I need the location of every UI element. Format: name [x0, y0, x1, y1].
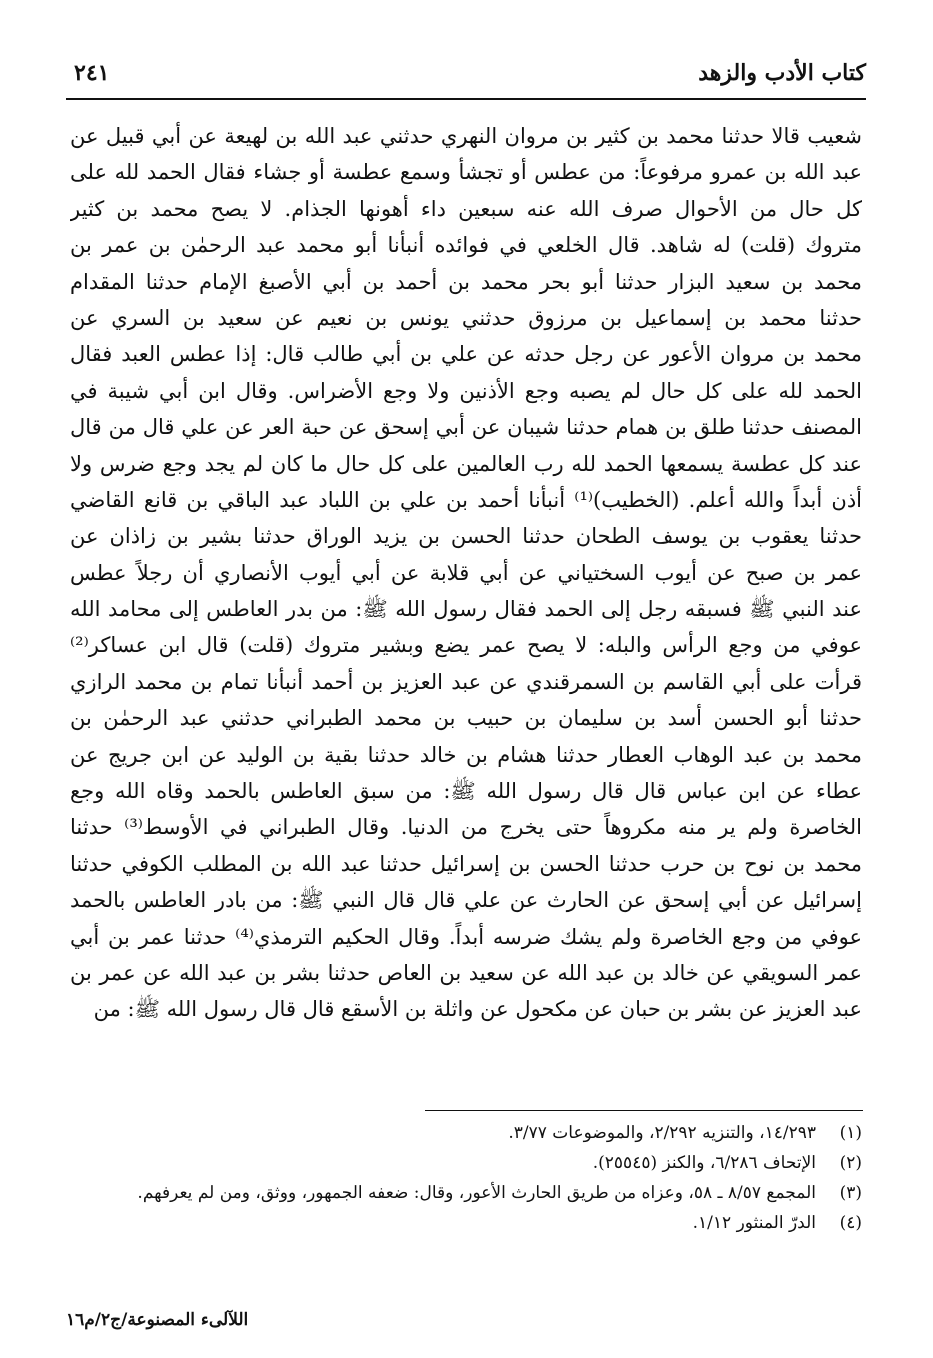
text-line: حدثنا أبو الحسن أسد بن سليمان بن حبيب بن محمد الطبراني حدثني عبد الرحمٰن بن	[70, 706, 862, 731]
text-line: شعيب قالا حدثنا محمد بن كثير بن مروان النهري حدثني عبد الله بن لهيعة عن أبي قبيل عن	[70, 124, 862, 148]
body-text	[70, 118, 862, 1028]
footnote-mark: (٢)	[839, 1153, 862, 1173]
footnote-text: ١٤/٢٩٣، والتنزيه ٢/٢٩٢، والموضوعات ٣/٧٧.	[508, 1123, 816, 1143]
text-line: قرأت على أبي القاسم بن السمرقندي عن عبد العزيز بن أحمد أنبأنا تمام بن محمد الرازي	[70, 669, 862, 694]
footnote-3	[70, 1178, 862, 1208]
text-line: عند كل عطسة يسمعها الحمد لله رب العالمين على كل حال ما كان لم يجد وجع ضرس ولا	[70, 451, 862, 476]
footnote-text: المجمع ٨/٥٧ ـ ٥٨، وعزاه من طريق الحارث الأعور، وقال: ضعفه الجمهور، ووثق، ومن لم يعرفهم.	[137, 1183, 816, 1203]
text-line: عوفي من وجع الخاصرة ولم يشك ضرسه أبداً. وقال الحكيم الترمذي⁽⁴⁾ حدثنا عمر بن أبي	[70, 924, 862, 949]
text-line: عوفي من وجع الرأس والبله: لا يصح عمر يضع وبشير متروك (قلت) قال ابن عساكر⁽²⁾	[70, 633, 862, 658]
footnotes	[70, 1118, 862, 1238]
text-line: عند النبي ﷺ فسبقه رجل إلى الحمد فقال رسول الله ﷺ: من بدر العاطس إلى محامد الله	[70, 597, 862, 622]
footnote-text: الدرّ المنثور ١/١٢.	[692, 1213, 816, 1233]
page-header	[66, 56, 866, 98]
header-rule	[66, 98, 866, 100]
text-line: محمد بن سعيد البزار حدثنا أبو بحر محمد بن أحمد بن أبي الأصبغ الإمام حدثنا المقدام	[70, 269, 862, 294]
footnote-1	[70, 1118, 862, 1148]
text-line: عبد العزيز عن بشر بن حبان عن مكحول عن واثلة بن الأسقع قال قال رسول الله ﷺ: من	[93, 997, 862, 1022]
text-line: محمد بن مروان الأعور عن رجل حدثه عن علي بن أبي طالب قال: إذا عطس العبد فقال	[70, 342, 862, 367]
text-line: كل حال من الأحوال صرف الله عنه سبعين داء أهونها الجذام. لا يصح محمد بن كثير	[70, 196, 862, 221]
text-line: عطاء عن ابن عباس قال قال رسول الله ﷺ: من سبق العاطس بالحمد وقاه الله وجع	[70, 779, 862, 804]
text-line: حدثنا يعقوب بن يوسف الطحان حدثنا الحسن بن يزيد الوراق حدثنا بشير بن زاذان عن	[70, 524, 862, 549]
text-line: أذن أبداً والله أعلم. (الخطيب)⁽¹⁾ أنبأنا أحمد بن علي بن اللباد عبد الباقي بن قانع القاضي	[70, 487, 862, 512]
text-line: محمد بن نوح بن حرب حدثنا الحسن بن إسرائيل حدثنا عبد الله بن المطلب الكوفي حدثنا	[70, 851, 862, 876]
text-line: محمد بن عبد الوهاب العطار حدثنا هشام بن خالد حدثنا بقية بن الوليد عن ابن جريج عن	[70, 742, 862, 767]
text-line: الحمد لله على كل حال لم يصبه وجع الأذنين ولا وجع الأضراس. وقال ابن أبي شيبة في	[70, 378, 862, 403]
text-line: إسرائيل عن أبي إسحق عن الحارث عن علي قال قال النبي ﷺ: من بادر العاطس بالحمد	[70, 888, 862, 913]
text-line: عبد الله بن عمرو مرفوعاً: من عطس أو تجشأ وسمع عطسة أو جشاء فقال الحمد لله على	[70, 160, 862, 185]
footnote-2	[70, 1148, 862, 1178]
text-line: حدثنا محمد بن إسماعيل بن مرزوق حدثني يونس بن نعيم عن سعيد بن السري عن	[70, 305, 862, 330]
footnote-mark: (٤)	[839, 1213, 862, 1233]
text-line: عمر السويقي عن خالد بن عبد الله عن سعيد بن العاص حدثنا بشر بن عبد الله عن عمر بن	[70, 960, 862, 985]
text-line: الخاصرة ولم ير منه مكروهاً حتى يخرج من الدنيا. وقال الطبراني في الأوسط⁽³⁾ حدثنا	[70, 815, 862, 840]
footnote-text: الإتحاف ٦/٢٨٦، والكنز (٢٥٥٤٥).	[592, 1153, 816, 1173]
text-line: عمر بن صبح عن أيوب السختياني عن أبي قلابة عن أبي أيوب الأنصاري أن رجلاً عطس	[70, 560, 862, 585]
footnote-mark: (٣)	[839, 1183, 862, 1203]
running-title: كتاب الأدب والزهد	[698, 60, 866, 86]
footnote-mark: (١)	[839, 1123, 862, 1143]
footnote-4	[70, 1208, 862, 1238]
text-line: المصنف حدثنا طلق بن همام حدثنا شيبان عن أبي إسحق عن حبة العر عن علي قال من قال	[70, 415, 862, 440]
text-line: متروك (قلت) له شاهد. قال الخلعي في فوائده أنبأنا أبو محمد عبد الرحمٰن بن عمر بن	[70, 233, 862, 258]
page-number: ٢٤١	[74, 60, 110, 86]
signature-mark: اللآلىء المصنوعة/ج٢/م١٦	[66, 1310, 249, 1330]
footnote-rule	[425, 1110, 863, 1111]
